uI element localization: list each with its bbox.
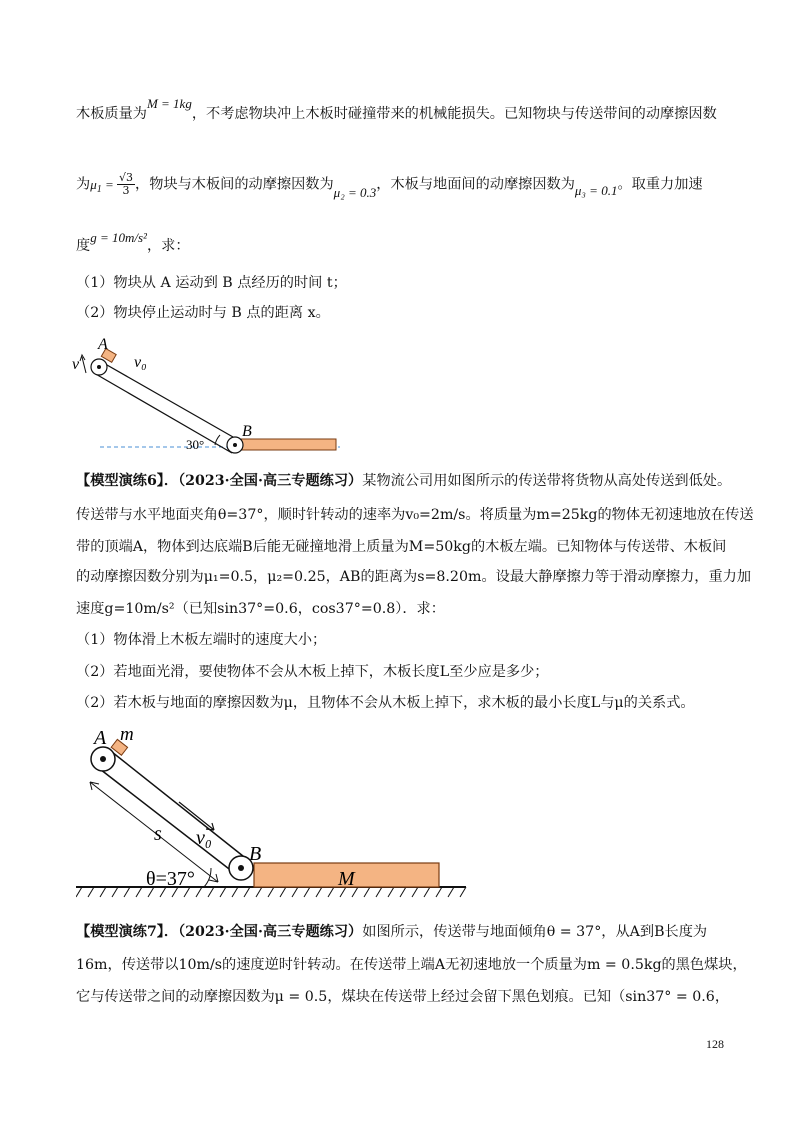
label-angle: θ=37° bbox=[146, 868, 195, 890]
formula: μ₂ = 0.3 bbox=[333, 184, 377, 200]
formula: g = 10m/s² bbox=[90, 230, 147, 245]
question-2: （2）物块停止运动时与 B 点的距离 x。 bbox=[76, 305, 330, 321]
exercise-title: 【模型演练7】 bbox=[76, 924, 164, 940]
pulley-A-center bbox=[100, 756, 106, 762]
exercise-source: ．（2023·全国·高三专题练习） bbox=[163, 924, 363, 940]
board bbox=[240, 439, 336, 450]
mu1-symbol: $\mu_1$ = bbox=[90, 176, 118, 195]
text-line bbox=[76, 230, 190, 256]
text-line: 速度g=10m/s²（已知sin37°=0.6，cos37°=0.8）．求： bbox=[76, 601, 445, 617]
label-B: B bbox=[242, 423, 252, 440]
question-1: （1）物块从 A 运动到 B 点经历的时间 t； bbox=[76, 275, 347, 291]
label-M: M bbox=[338, 868, 355, 890]
fraction bbox=[117, 172, 135, 197]
belt-bottom bbox=[96, 766, 233, 872]
text: ，求： bbox=[146, 238, 190, 254]
fraction-denominator: 3 bbox=[122, 184, 130, 197]
exercise-title: 【模型演练6】 bbox=[76, 473, 164, 489]
question-2: （2）若地面光滑，要使物体不会从木板上掉下，木板长度L至少应是多少； bbox=[76, 664, 549, 680]
text-line: 的动摩擦因数分别为μ₁=0.5，μ₂=0.25，AB的距离为s=8.20m。设最大静摩擦力等于滑动摩擦力，重力加 bbox=[76, 569, 752, 585]
question-3: （2）若木板与地面的摩擦因数为μ，且物体不会从木板上掉下，求木板的最小长度L与μ的关系式。 bbox=[76, 695, 695, 711]
text: 度 bbox=[76, 238, 91, 254]
text-line: 16m，传送带以10m/s的速度逆时针转动。在传送带上端A无初速地放一个质量为m = 0.5kg的黑色煤块， bbox=[76, 957, 747, 973]
page-number: 128 bbox=[706, 1037, 724, 1051]
label-A: A bbox=[94, 727, 107, 749]
question-1: （1）物体滑上木板左端时的速度大小； bbox=[76, 632, 327, 648]
formula: μ₃ = 0.1 bbox=[574, 182, 618, 198]
v0-arrow bbox=[179, 802, 214, 830]
exercise-6-header bbox=[76, 471, 731, 491]
text: 。取重力加速 bbox=[617, 176, 703, 193]
belt-top bbox=[112, 752, 248, 860]
text: ，不考虑物块冲上木板时碰撞带来的机械能损失。已知物块与传送带间的动摩擦因数 bbox=[191, 106, 717, 122]
label-v0: v₀ bbox=[196, 827, 212, 849]
label-v: v bbox=[72, 356, 80, 373]
text: ，物块与木板间的动摩擦因数为 bbox=[135, 176, 334, 193]
ground-hatch bbox=[76, 887, 466, 897]
fraction-numerator: √3 bbox=[119, 171, 134, 184]
belt-top bbox=[100, 361, 240, 441]
angle-arc bbox=[204, 868, 211, 887]
label-s: s bbox=[154, 823, 162, 845]
pulley-B-center bbox=[238, 865, 244, 871]
pulley-B-center bbox=[233, 443, 237, 447]
exercise-7-header bbox=[76, 922, 707, 942]
figure-conveyor-37 bbox=[76, 722, 476, 904]
arrow-v bbox=[82, 357, 86, 373]
label-B: B bbox=[249, 843, 262, 865]
text: 为 bbox=[76, 176, 91, 193]
text: 某物流公司用如图所示的传送带将货物从高处传送到低处。 bbox=[362, 473, 732, 489]
figure-conveyor-30 bbox=[70, 335, 360, 460]
text: 木板质量为 bbox=[76, 106, 147, 122]
text-line: 传送带与水平地面夹角θ=37°，顺时针转动的速率为v₀=2m/s。将质量为m=25kg的物体无初速地放在传送 bbox=[76, 507, 754, 523]
angle-arc bbox=[215, 435, 220, 445]
label-v0: v₀ bbox=[134, 354, 147, 371]
belt-bottom bbox=[94, 373, 232, 453]
formula: M = 1kg bbox=[146, 96, 192, 111]
text-line bbox=[76, 172, 703, 200]
label-m: m bbox=[120, 724, 134, 745]
text-line bbox=[76, 96, 717, 124]
pulley-A-center bbox=[97, 365, 101, 369]
text-line: 它与传送带之间的动摩擦因数为μ = 0.5，煤块在传送带上经过会留下黑色划痕。已知（sin37° = 0.6， bbox=[76, 989, 730, 1005]
text: 如图所示，传送带与地面倾角θ = 37°，从A到B长度为 bbox=[362, 924, 708, 940]
text-line: 带的顶端A，物体到达底端B后能无碰撞地滑上质量为M=50kg的木板左端。已知物体与传送带、木板间 bbox=[76, 539, 727, 555]
label-angle: 30° bbox=[186, 437, 205, 452]
exercise-source: ．（2023·全国·高三专题练习） bbox=[163, 473, 363, 489]
label-A: A bbox=[98, 336, 108, 353]
text: ，木板与地面间的动摩擦因数为 bbox=[376, 176, 575, 193]
